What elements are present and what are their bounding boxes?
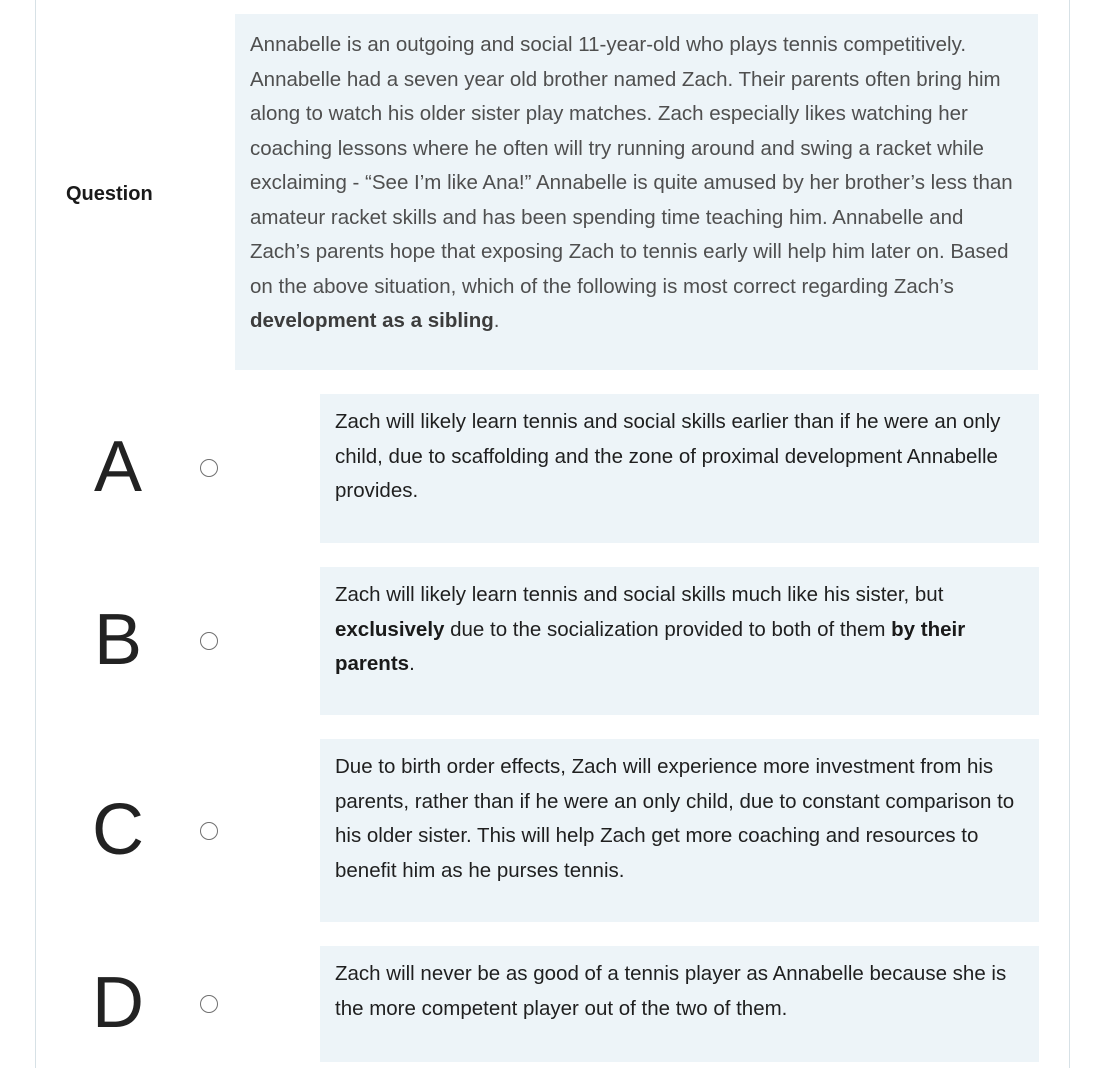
option-a-radio[interactable]: [200, 459, 218, 477]
option-b-emphasis: by their parents: [335, 617, 966, 675]
option-letter: B: [93, 600, 143, 680]
option-d-text-box[interactable]: [320, 946, 1039, 1062]
option-c-text-box[interactable]: [320, 739, 1039, 922]
question-emphasis: development as a sibling: [250, 309, 494, 332]
option-b-text-box[interactable]: [320, 567, 1039, 715]
option-c-radio[interactable]: [200, 822, 218, 840]
option-a-text: Zach will likely learn tennis and social skills earlier than if he were an only child, due to scaffolding and the zone of proximal development Annabelle provides.: [335, 410, 1001, 502]
option-d-text: Zach will never be as good of a tennis player as Annabelle because she is the more competent player out of the two of them.: [335, 962, 1007, 1020]
question-text-end: .: [493, 309, 500, 332]
question-label: Question: [66, 183, 153, 205]
option-c-text: Due to birth order effects, Zach will experience more investment from his parents, rather than if he were an only child, due to constant comparison to his older sister. This will help Zach get more coaching and resources to benefit him as he purses tennis.: [335, 755, 1015, 882]
option-b-radio[interactable]: [200, 632, 218, 650]
option-b-text: Zach will likely learn tennis and social skills much like his sister, but: [335, 583, 944, 606]
question-text-box: [235, 14, 1038, 370]
right-border: [1069, 0, 1070, 1068]
option-letter: A: [93, 427, 143, 507]
option-b-text-end: .: [409, 652, 415, 675]
option-a-text-box[interactable]: [320, 394, 1039, 543]
left-border: [35, 0, 36, 1068]
option-b-text: due to the socialization provided to both of them: [444, 617, 892, 641]
option-d-radio[interactable]: [200, 995, 218, 1013]
option-b-emphasis: exclusively: [335, 617, 445, 641]
option-letter: C: [92, 790, 144, 870]
option-letter: D: [92, 963, 144, 1043]
question-text: Annabelle is an outgoing and social 11-year-old who plays tennis competitively. Annabelle had a seven year old brother named Zach. Their parents often bring him along to watch his older sister play matches. Zach especially likes watching her coaching lessons where he often will try running around and swing a racket while exclaiming - “See I’m like Ana!” Annabelle is quite amused by her brother’s less than amateur racket skills and has been spending time teaching him. Annabelle and Zach’s parents hope that exposing Zach to tennis early will help him later on. Based on the above situation, which of the following is most correct regarding Zach’s: [250, 33, 1013, 298]
